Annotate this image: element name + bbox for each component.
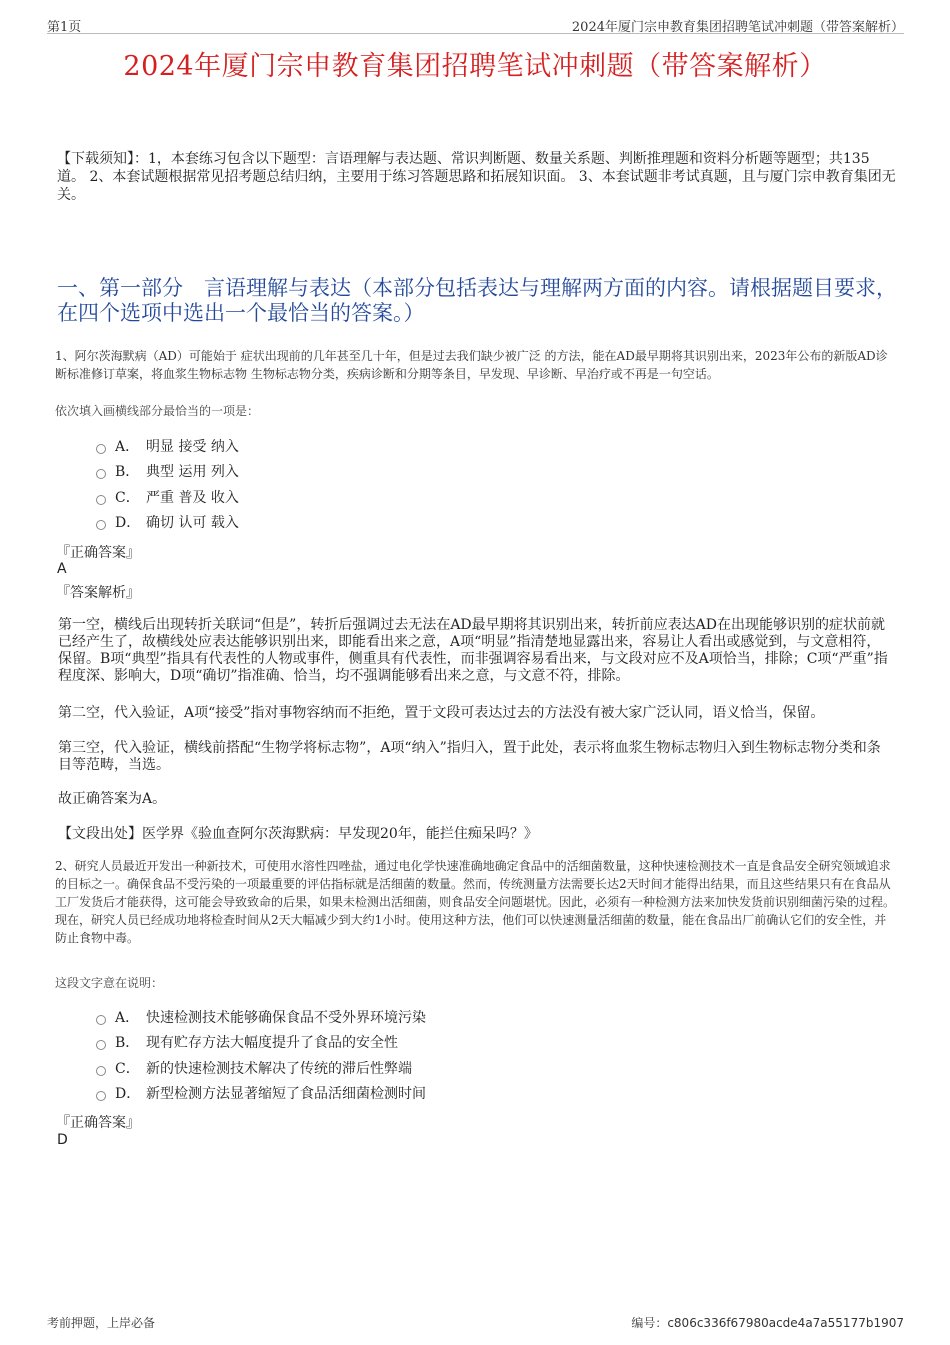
radio-icon[interactable]	[96, 1066, 106, 1076]
analysis-label: 『答案解析』	[56, 585, 140, 601]
question-2-text: 2、研究人员最近开发出一种新技术，可使用水溶性四唑盐，通过电化学快速准确地确定食品中的活细菌数量，这种快速检测技术一直是食品安全研究领域追求的目标之一。确保食品不受污染的一项最重要的评估指标就是活细菌的数量。然而，传统测量方法需要长达2天时间才能得出结果，而且这些结果只有在食品从工厂发货后才能获得，这可能会导致致命的后果，如果未检测出活细菌，则食品安全问题堪忧。因此，必须有一种检测方法来加快发货前识别细菌污染的过程。现在，研究人员已经成功地将检查时间从2天大幅减少到大约1小时。使用这种方法，他们可以快速测量活细菌的数量，能在食品出厂前确认它们的安全性，并防止食物中毒。	[55, 859, 896, 945]
analysis-paragraph-1: 第一空，横线后出现转折关联词“但是”，转折后强调过去无法在AD最早期将其识别出来，转折前应表达AD在出现能够识别的症状前就已经产生了，故横线处应表达能够识别出来，即能看出来之意，A项“明显”指清楚地显露出来，容易让人看出或感觉到，与文意相符，保留。B项“典型”指具有代表性的人物或事件，侧重具有代表性，而非强调容易看出来，与文段对应不及A项恰当，排除；C项“严重”指程度深、影响大，D项“确切”指准确、恰当，均不强调能够看出来之意，与文意不符，排除。	[58, 617, 888, 684]
radio-icon[interactable]	[96, 1015, 106, 1025]
source-citation: 【文段出处】医学界《验血查阿尔茨海默病：早发现20年，能拦住痴呆吗？》	[58, 826, 538, 842]
option-letter: C．	[115, 489, 140, 506]
radio-icon[interactable]	[96, 1091, 106, 1101]
page-header	[47, 14, 904, 34]
option-a[interactable]	[96, 1004, 426, 1030]
option-letter: B．	[115, 1035, 140, 1052]
option-b[interactable]	[96, 459, 239, 485]
question-1-prompt: 依次填入画横线部分最恰当的一项是：	[55, 404, 260, 418]
correct-answer: A	[57, 561, 67, 577]
radio-icon[interactable]	[96, 495, 106, 505]
option-text: 新型检测方法显著缩短了食品活细菌检测时间	[146, 1086, 426, 1103]
code-label: 编号：	[631, 1316, 668, 1330]
analysis-paragraph-2: 第二空，代入验证，A项“接受”指对事物容纳而不拒绝，置于文段可表达过去的方法没有被大家广泛认同，语义恰当，保留。	[58, 705, 825, 721]
option-letter: D．	[115, 515, 141, 532]
radio-icon[interactable]	[96, 469, 106, 479]
option-text: 快速检测技术能够确保食品不受外界环境污染	[146, 1009, 426, 1026]
analysis-paragraph-3: 第三空，代入验证，横线前搭配“生物学将标志物”，A项“纳入”指归入，置于此处，表示将血浆生物标志物归入到生物标志物分类和条目等范畴，当选。	[58, 740, 881, 773]
option-letter: A．	[115, 1009, 140, 1026]
section-heading: 一、第一部分 言语理解与表达（本部分包括表达与理解两方面的内容。请根据题目要求，在四个选项中选出一个最恰当的答案。）	[57, 276, 897, 325]
option-d[interactable]	[96, 510, 239, 536]
option-a[interactable]	[96, 433, 239, 459]
radio-icon[interactable]	[96, 520, 106, 530]
question-2-options	[96, 1004, 426, 1106]
document-title: 2024年厦门宗申教育集团招聘笔试冲刺题（带答案解析）	[123, 51, 827, 82]
option-text: 新的快速检测技术解决了传统的滞后性弊端	[146, 1060, 412, 1077]
option-d[interactable]	[96, 1081, 426, 1107]
option-text: 典型 运用 列入	[146, 464, 239, 481]
option-letter: B．	[115, 464, 140, 481]
code-value: c806c336f67980acde4a7a55177b1907	[667, 1316, 904, 1330]
option-letter: A．	[115, 438, 140, 455]
option-text: 严重 普及 收入	[146, 489, 239, 506]
question-1-options	[96, 433, 239, 535]
question-1-text: 1、阿尔茨海默病（AD）可能始于 症状出现前的几年甚至几十年，但是过去我们缺少被广泛 的方法，能在AD最早期将其识别出来，2023年公布的新版AD诊断标准修订草案，将血浆生物标志物 生物标志物分类，疾病诊断和分期等条目，早发现、早诊断、早治疗或不再是一句空话。	[55, 349, 888, 381]
header-title: 2024年厦门宗申教育集团招聘笔试冲刺题（带答案解析）	[571, 20, 904, 35]
radio-icon[interactable]	[96, 1040, 106, 1050]
footer-slogan: 考前押题，上岸必备	[47, 1316, 156, 1330]
correct-answer: D	[57, 1132, 68, 1148]
download-notice: 【下载须知】：1，本套练习包含以下题型：言语理解与表达题、常识判断题、数量关系题、判断推理题和资料分析题等题型；共135道。 2、本套试题根据常见招考题总结归纳，主要用于练习答题思路和拓展知识面。 3、本套试题非考试真题，且与厦门宗申教育集团无关。	[57, 151, 896, 203]
option-c[interactable]	[96, 484, 239, 510]
option-text: 明显 接受 纳入	[146, 438, 239, 455]
option-b[interactable]	[96, 1030, 426, 1056]
radio-icon[interactable]	[96, 444, 106, 454]
correct-answer-label: 『正确答案』	[56, 545, 140, 561]
analysis-conclusion: 故正确答案为A。	[58, 791, 167, 807]
option-letter: D．	[115, 1086, 141, 1103]
option-c[interactable]	[96, 1055, 426, 1081]
option-text: 现有贮存方法大幅度提升了食品的安全性	[146, 1035, 398, 1052]
correct-answer-label: 『正确答案』	[56, 1115, 140, 1131]
page-number: 第1页	[47, 20, 82, 35]
option-text: 确切 认可 载入	[146, 515, 239, 532]
option-letter: C．	[115, 1060, 140, 1077]
footer-code	[631, 1314, 904, 1331]
question-2-prompt: 这段文字意在说明：	[55, 976, 164, 990]
